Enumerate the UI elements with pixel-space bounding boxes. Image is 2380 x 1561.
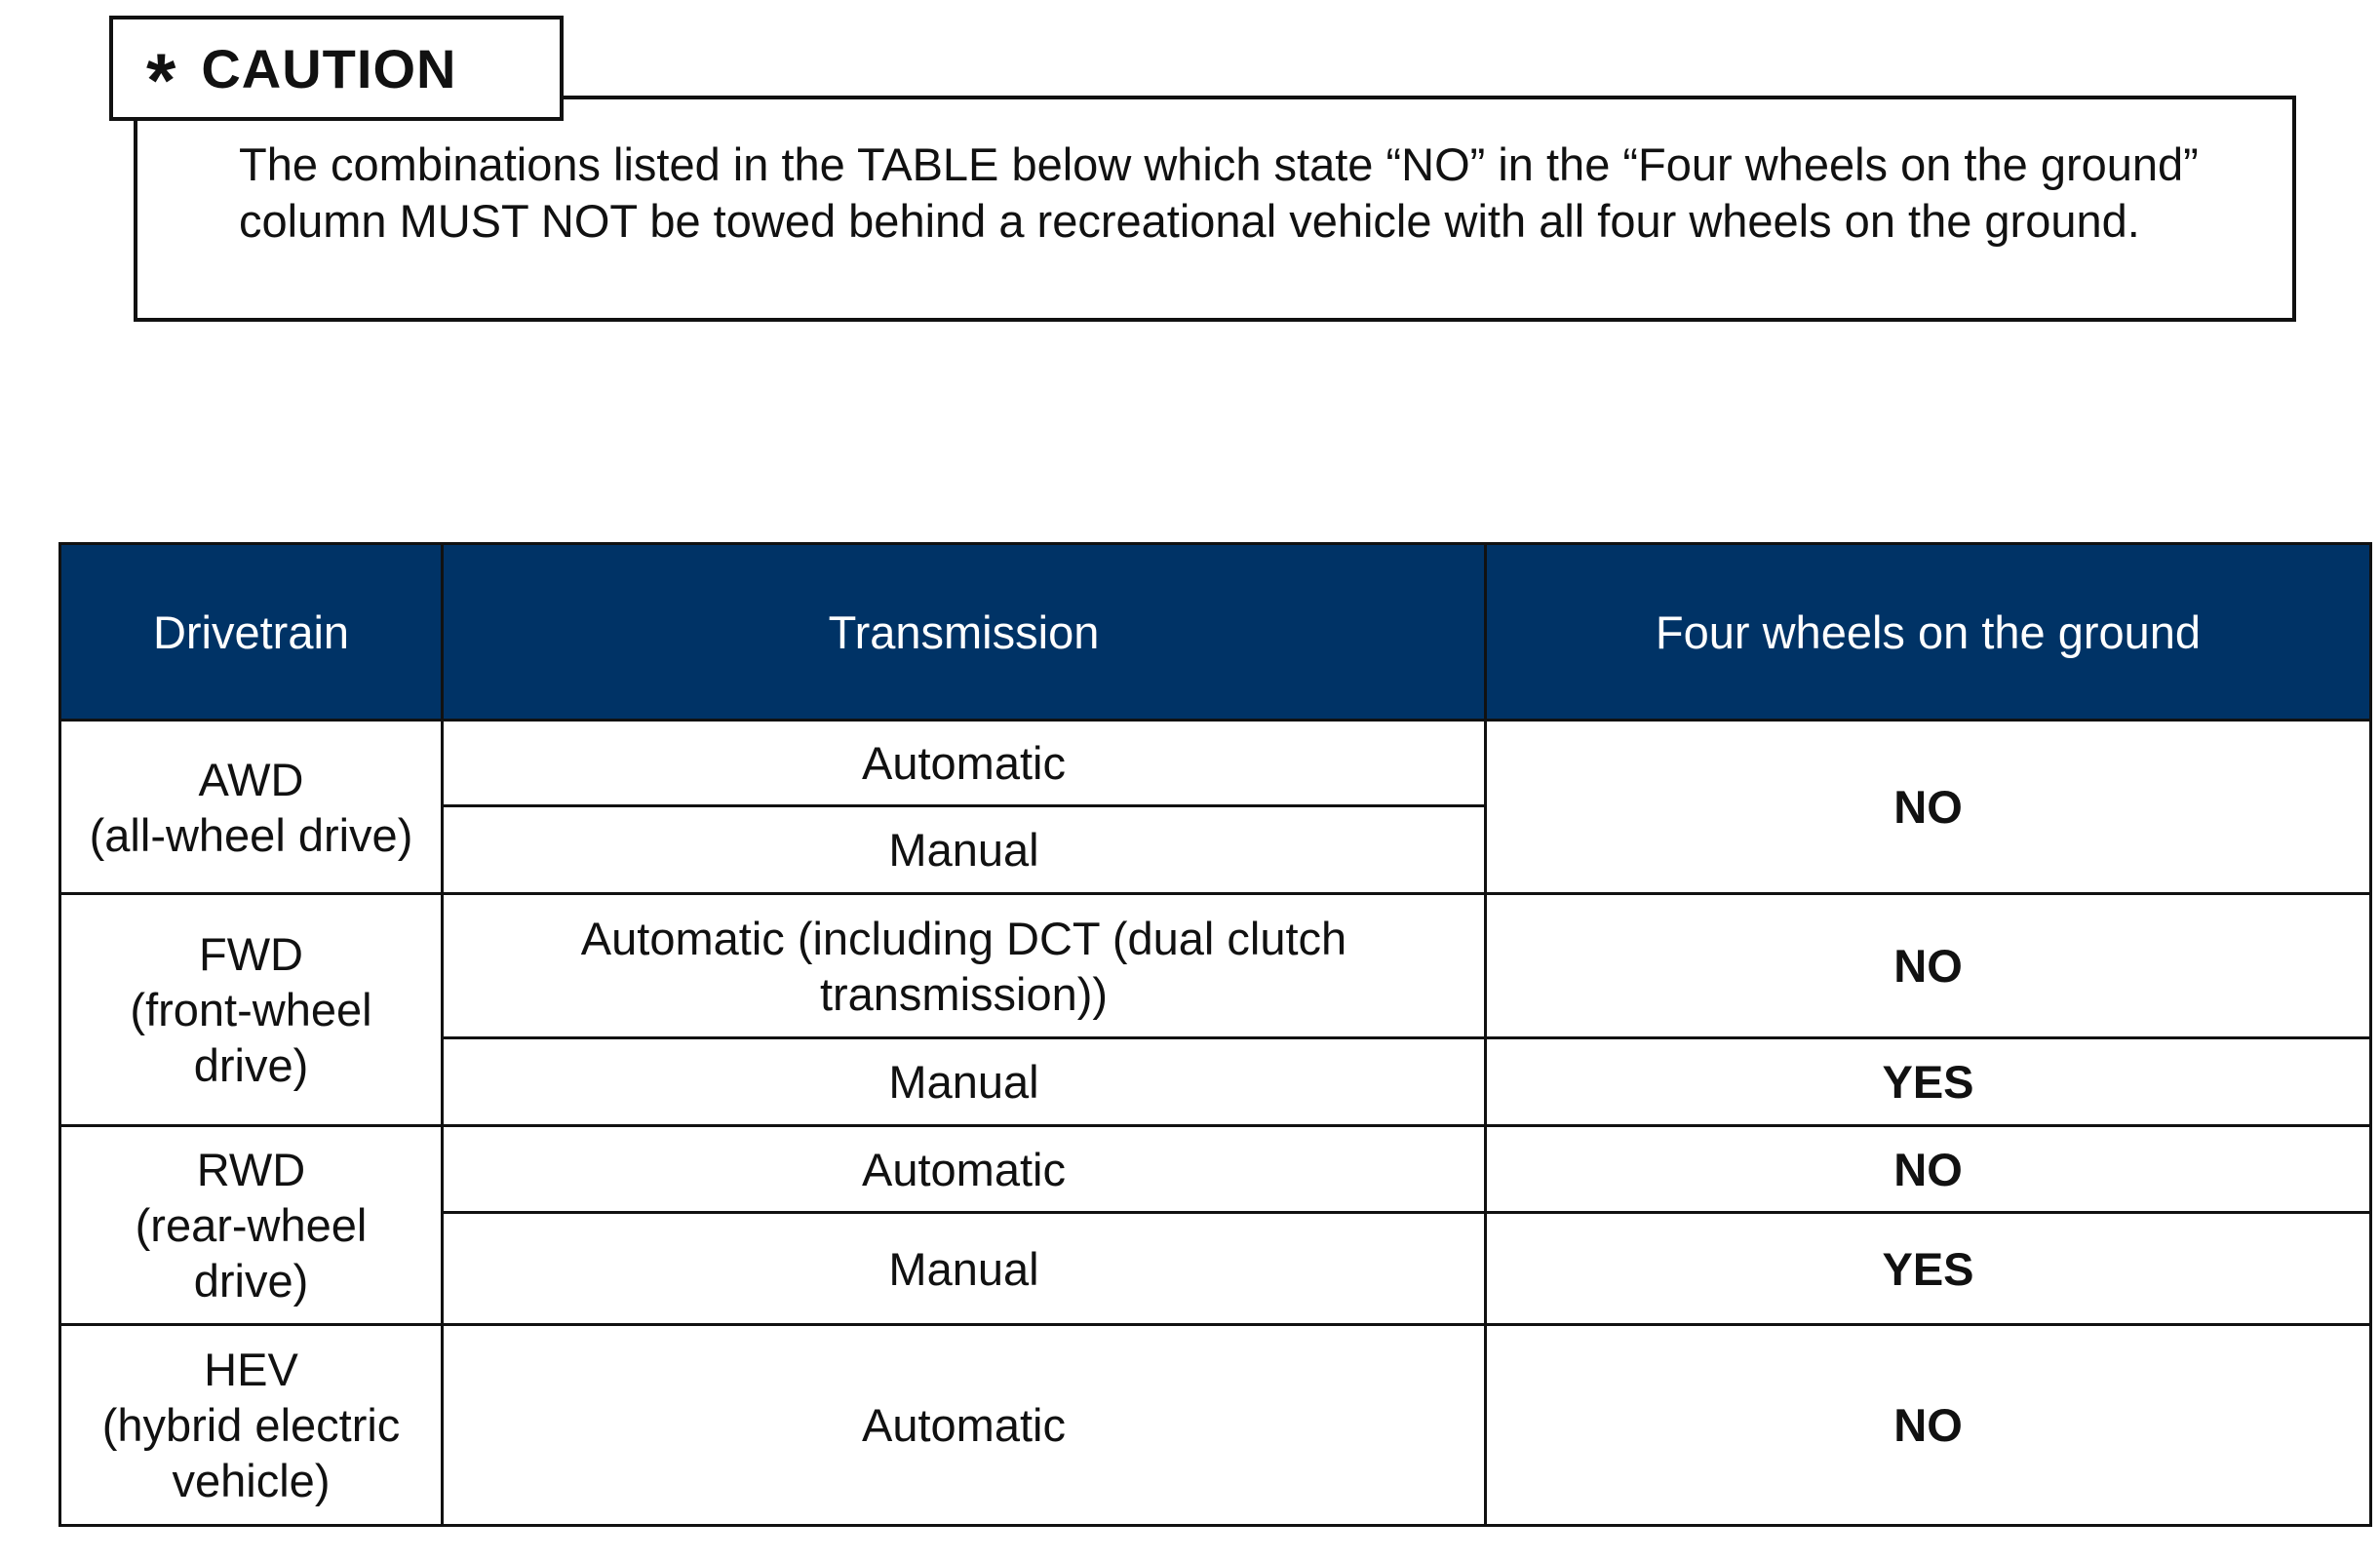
drivetrain-cell-awd: AWD (all-wheel drive): [60, 721, 443, 894]
table-header-row: [60, 544, 2371, 721]
result-cell: YES: [1486, 1213, 2371, 1325]
transmission-cell: Automatic: [443, 721, 1486, 806]
transmission-cell: Automatic: [443, 1325, 1486, 1526]
transmission-cell: Manual: [443, 1038, 1486, 1126]
result-cell: NO: [1486, 1126, 2371, 1213]
towing-table: [59, 542, 2372, 1527]
result-cell: YES: [1486, 1038, 2371, 1126]
caution-text: The combinations listed in the TABLE below which state “NO” in the “Four wheels on the ground” column MUST NOT be towed behind a recreational vehicle with all four wheels on the ground.: [239, 138, 2199, 247]
result-cell: NO: [1486, 894, 2371, 1038]
drivetrain-cell-fwd: FWD (front-wheel drive): [60, 894, 443, 1126]
result-cell: NO: [1486, 1325, 2371, 1526]
caution-title: CAUTION: [201, 37, 457, 99]
table-row: [60, 1126, 2371, 1213]
drivetrain-cell-hev: HEV (hybrid electric vehicle): [60, 1325, 443, 1526]
result-cell: NO: [1486, 721, 2371, 894]
header-transmission: Transmission: [443, 544, 1486, 721]
transmission-cell: Manual: [443, 1213, 1486, 1325]
asterisk-icon: *: [146, 37, 176, 123]
caution-header: [109, 16, 564, 121]
table-row: [60, 721, 2371, 806]
header-four-wheels: Four wheels on the ground: [1486, 544, 2371, 721]
transmission-cell: Automatic: [443, 1126, 1486, 1213]
transmission-cell: Automatic (including DCT (dual clutch transmission)): [443, 894, 1486, 1038]
table-row: [60, 894, 2371, 1038]
drivetrain-cell-rwd: RWD (rear-wheel drive): [60, 1126, 443, 1325]
header-drivetrain: Drivetrain: [60, 544, 443, 721]
table-row: [60, 1325, 2371, 1526]
transmission-cell: Manual: [443, 806, 1486, 894]
